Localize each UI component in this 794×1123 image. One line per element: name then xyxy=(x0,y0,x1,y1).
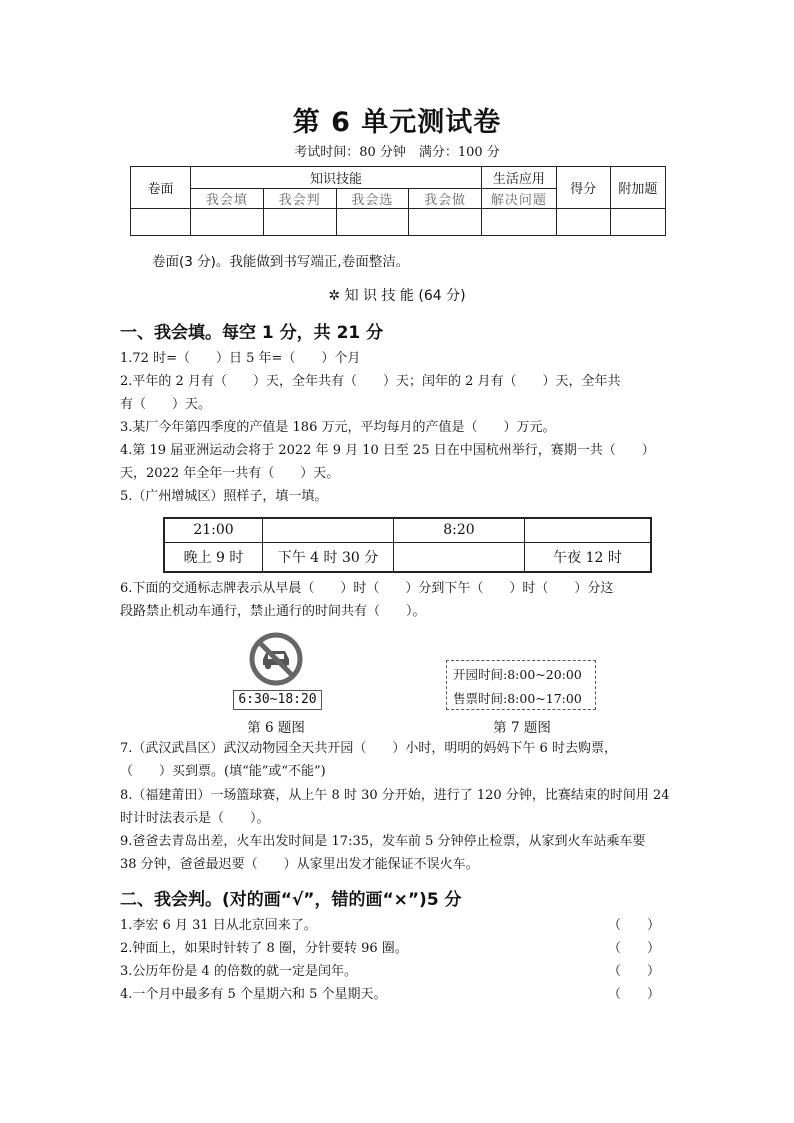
sign-time-plate: 6:30~18:20 xyxy=(233,690,322,710)
group-knowledge: 知识技能 xyxy=(191,167,482,189)
judge-text: 2.钟面上，如果时针转了 8 圈，分针要转 96 圈。 xyxy=(120,941,408,956)
score-cell[interactable] xyxy=(336,209,409,236)
question-2a: 2.平年的 2 月有（ ）天，全年共有（ ）天；闰年的 2 月有（ ）天，全年共 xyxy=(120,374,621,389)
answer-blank[interactable]: （ ） xyxy=(607,941,660,956)
score-cell[interactable] xyxy=(263,209,336,236)
question-6a: 6.下面的交通标志牌表示从早晨（ ）时（ ）分到下午（ ）时（ ）分这 xyxy=(120,581,614,596)
time-cell: 下午 4 时 30 分 xyxy=(263,542,394,572)
score-cell[interactable] xyxy=(409,209,482,236)
time-cell[interactable] xyxy=(394,542,525,572)
skills-heading: ✲ 知 识 技 能 (64 分) xyxy=(328,288,466,304)
judge-text: 1.李宏 6 月 31 日从北京回来了。 xyxy=(120,918,317,933)
score-cell[interactable] xyxy=(191,209,264,236)
page-title: 第 6 单元测试卷 xyxy=(292,107,502,138)
time-cell[interactable] xyxy=(525,518,652,542)
zoo-hours-board xyxy=(446,660,596,710)
question-8b: 时计时法表示是（ ）。 xyxy=(120,811,270,826)
answer-blank[interactable]: （ ） xyxy=(607,987,660,1002)
time-cell: 午夜 12 时 xyxy=(525,542,652,572)
question-4a: 4.第 19 届亚洲运动会将于 2022 年 9 月 10 日至 25 日在中国杭州举行，赛期一共（ ） xyxy=(120,443,655,458)
time-cell: 晚上 9 时 xyxy=(164,542,263,572)
sub-solve: 解决问题 xyxy=(482,189,557,209)
score-cell[interactable] xyxy=(610,209,665,236)
judge-item xyxy=(120,984,660,1006)
no-car-sign-icon xyxy=(249,632,303,686)
col-extra: 附加题 xyxy=(610,167,665,209)
time-cell: 21:00 xyxy=(164,518,263,542)
judge-item xyxy=(120,915,660,937)
question-4b: 天，2022 年全年一共有（ ）天。 xyxy=(120,466,340,481)
score-cell[interactable] xyxy=(131,209,191,236)
figure-7-caption: 第 7 题图 xyxy=(493,720,551,736)
question-3: 3.某厂今年第四季度的产值是 186 万元，平均每月的产值是（ ）万元。 xyxy=(120,420,556,435)
answer-blank[interactable]: （ ） xyxy=(607,918,660,933)
answer-blank[interactable]: （ ） xyxy=(607,964,660,979)
question-6b: 段路禁止机动车通行，禁止通行的时间共有（ ）。 xyxy=(120,604,426,619)
question-8a: 8.（福建莆田）一场篮球赛，从上午 8 时 30 分开始，进行了 120 分钟，比赛结束的时间用 24 xyxy=(120,788,670,803)
sub-judge: 我会判 xyxy=(263,189,336,209)
sub-fill: 我会填 xyxy=(191,189,264,209)
time-table xyxy=(163,517,652,573)
question-2b: 有（ ）天。 xyxy=(120,397,212,412)
question-7b: （ ）买到票。(填“能”或“不能”) xyxy=(120,764,326,779)
time-cell[interactable] xyxy=(263,518,394,542)
judge-text: 4.一个月中最多有 5 个星期六和 5 个星期天。 xyxy=(120,987,387,1002)
judge-text: 3.公历年份是 4 的倍数的就一定是闰年。 xyxy=(120,964,357,979)
neatness-note: 卷面(3 分)。我能做到书写端正,卷面整洁。 xyxy=(152,254,410,270)
park-open-hours: 开园时间:8:00~20:00 xyxy=(453,667,582,682)
figure-6-caption: 第 6 题图 xyxy=(247,720,305,736)
col-score: 得分 xyxy=(556,167,610,209)
ticket-hours: 售票时间:8:00~17:00 xyxy=(453,691,582,706)
section1-heading: 一、我会填。每空 1 分，共 21 分 xyxy=(120,323,384,343)
sub-choose: 我会选 xyxy=(336,189,409,209)
score-cell[interactable] xyxy=(482,209,557,236)
section2-heading: 二、我会判。(对的画“√”，错的画“×”)5 分 xyxy=(120,890,462,910)
score-cell[interactable] xyxy=(556,209,610,236)
question-7a: 7.（武汉武昌区）武汉动物园全天共开园（ ）小时，明明的妈妈下午 6 时去购票， xyxy=(120,741,617,756)
group-life: 生活应用 xyxy=(482,167,557,189)
question-9b: 38 分钟，爸爸最迟要（ ）从家里出发才能保证不误火车。 xyxy=(120,857,479,872)
score-table xyxy=(130,166,666,236)
question-5: 5.（广州增城区）照样子，填一填。 xyxy=(120,489,328,504)
time-cell: 8:20 xyxy=(394,518,525,542)
question-9a: 9.爸爸去青岛出差，火车出发时间是 17:35，发车前 5 分钟停止检票，从家到火车站乘车要 xyxy=(120,834,646,849)
judge-item xyxy=(120,938,660,960)
judge-item xyxy=(120,961,660,983)
question-1: 1.72 时=（ ）日 5 年=（ ）个月 xyxy=(120,351,361,366)
col-juanmian: 卷面 xyxy=(131,167,191,209)
exam-info: 考试时间：80 分钟 满分：100 分 xyxy=(294,145,500,160)
sub-do: 我会做 xyxy=(409,189,482,209)
